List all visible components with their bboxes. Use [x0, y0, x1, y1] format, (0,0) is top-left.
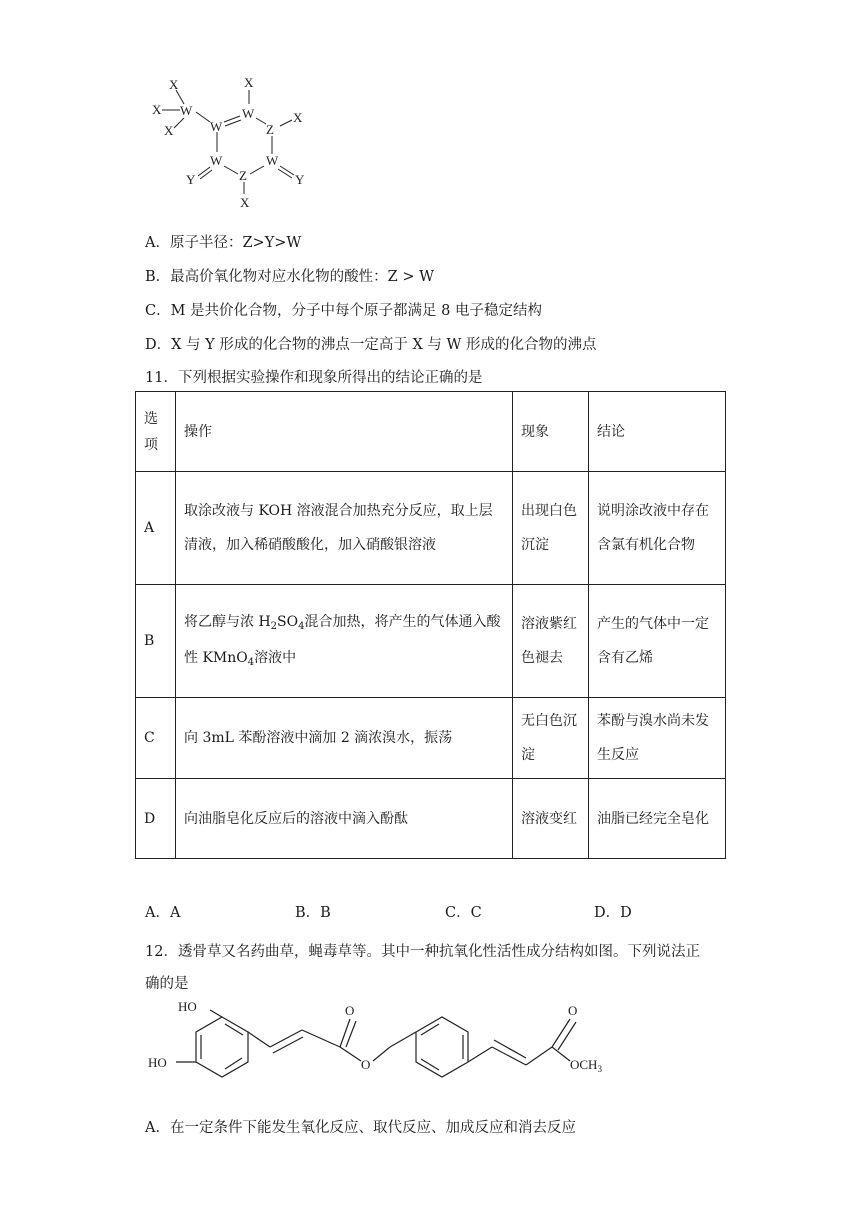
q10-option-b: B．最高价氧化物对应水化物的酸性：Z > W — [145, 269, 435, 285]
q10-option-a: A．原子半径：Z>Y>W — [145, 235, 302, 251]
q10-option-c: C．M 是共价化合物，分子中每个原子都满足 8 电子稳定结构 — [145, 303, 542, 319]
atom-w-4: W — [210, 153, 223, 168]
table-row — [136, 698, 726, 779]
cell-conclusion: 油脂已经完全皂化 — [589, 779, 726, 859]
header-option: 选项 — [136, 392, 176, 472]
atom-z-1: Z — [266, 122, 274, 137]
atom-z-2: Z — [239, 168, 247, 183]
q12-option-a: A．在一定条件下能发生氧化反应、取代反应、加成反应和消去反应 — [145, 1120, 576, 1136]
q11-choice-b[interactable]: B．B — [295, 905, 331, 921]
atom-w-2: W — [242, 106, 255, 121]
atom-w-3: W — [210, 119, 223, 134]
cell-phenomenon: 无白色沉淀 — [513, 698, 589, 779]
cell-conclusion: 说明涂改液中存在含氯有机化合物 — [589, 472, 726, 585]
q10-option-d: D．X 与 Y 形成的化合物的沸点一定高于 X 与 W 形成的化合物的沸点 — [145, 337, 597, 353]
cell-operation: 向 3mL 苯酚溶液中滴加 2 滴浓溴水，振荡 — [176, 698, 513, 779]
cell-option: B — [136, 585, 176, 698]
atom-x-6: X — [240, 195, 250, 210]
table-header-row — [136, 392, 726, 472]
atom-x-5: X — [293, 110, 303, 125]
cell-option: D — [136, 779, 176, 859]
label-och3: $OCH_3$ — [570, 1057, 602, 1074]
cell-phenomenon: 溶液变红 — [513, 779, 589, 859]
q11-table — [135, 391, 726, 859]
table-row — [136, 585, 726, 698]
q12-structure-diagram — [140, 995, 620, 1100]
label-ho-bottom: HO — [148, 1055, 167, 1070]
header-phenomenon: 现象 — [513, 392, 589, 472]
atom-w-1: W — [180, 103, 193, 118]
table-row — [136, 472, 726, 585]
header-conclusion: 结论 — [589, 392, 726, 472]
header-operation: 操作 — [176, 392, 513, 472]
q10-structure-diagram — [140, 70, 330, 215]
cell-operation: 向油脂皂化反应后的溶液中滴入酚酞 — [176, 779, 513, 859]
cell-operation: 将乙醇与浓 $H_2SO_4$混合加热，将产生的气体通入酸性 KMnO$_4$溶液中 — [176, 585, 513, 698]
label-ho-top: HO — [178, 999, 197, 1014]
cell-phenomenon: 出现白色沉淀 — [513, 472, 589, 585]
q11-choice-d[interactable]: D．D — [594, 905, 632, 921]
atom-w-5: W — [266, 153, 279, 168]
q11-choice-a[interactable]: A．A — [145, 905, 181, 921]
atom-x-3: X — [164, 123, 174, 138]
cell-option: A — [136, 472, 176, 585]
cell-phenomenon: 溶液紫红色褪去 — [513, 585, 589, 698]
q12-stem-line2: 确的是 — [145, 976, 189, 992]
cell-conclusion: 产生的气体中一定含有乙烯 — [589, 585, 726, 698]
label-o-ester: O — [361, 1057, 371, 1072]
label-o-carbonyl-right: O — [568, 1003, 578, 1018]
cell-operation: 取涂改液与 KOH 溶液混合加热充分反应，取上层清液，加入稀硝酸酸化，加入硝酸银溶液 — [176, 472, 513, 585]
atom-y-2: Y — [295, 172, 305, 187]
q12-stem-line1: 12．透骨草又名药曲草，蝇毒草等。其中一种抗氧化性活性成分结构如图。下列说法正 — [145, 944, 700, 960]
q11-choice-c[interactable]: C．C — [445, 905, 482, 921]
cell-conclusion: 苯酚与溴水尚未发生反应 — [589, 698, 726, 779]
cell-option: C — [136, 698, 176, 779]
atom-x-1: X — [169, 77, 179, 92]
label-o-carbonyl-left: O — [345, 1003, 355, 1018]
atom-x-2: X — [152, 102, 162, 117]
atom-x-4: X — [244, 75, 254, 90]
atom-y-1: Y — [186, 172, 196, 187]
table-row — [136, 779, 726, 859]
q11-stem: 11．下列根据实验操作和现象所得出的结论正确的是 — [145, 370, 483, 386]
